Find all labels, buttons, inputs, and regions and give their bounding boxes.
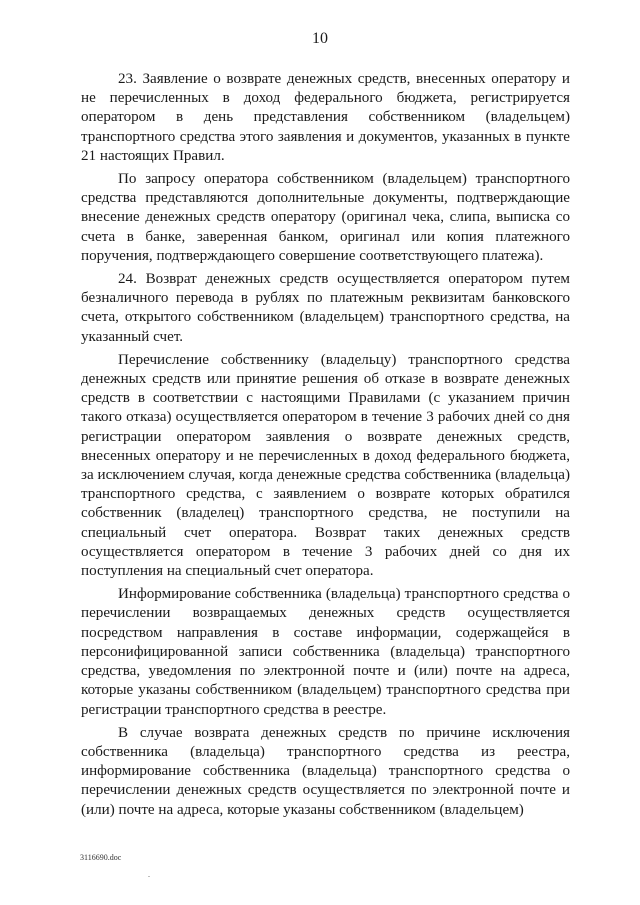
paragraph-24: 24. Возврат денежных средств осуществляется оператором путем безналичного перевода в рублях по платежным реквизитам банковского счета, открытого собственником (владельцем) транспортного средства, на указанный счет. bbox=[81, 271, 570, 345]
paragraph-registry-exclusion: В случае возврата денежных средств по причине исключения собственника (владельца) транспортного средства из реестра, информирование собственника (владельца) транспортного средства о перечислении денежных средств осуществляется по электронной почте и (или) почте на адреса, которые указаны собственником (владельцем) bbox=[81, 724, 570, 818]
footer-mark: . bbox=[148, 870, 150, 879]
paragraph-informing-owner: Информирование собственника (владельца) транспортного средства о перечислении возвращаемых денежных средств осуществляется посредством направления в составе информации, содержащейся в персонифицированной записи собственника (владельца) транспортного средства, уведомления по электронной почте и (или) почте на адреса, которые указаны собственником (владельцем) транспортного средства при регистрации транспортного средства в реестре. bbox=[81, 586, 570, 718]
paragraph-transfer-terms: Перечисление собственнику (владельцу) транспортного средства денежных средств или принятие решения об отказе в возврате денежных средств в соответствии с настоящими Правилами (с указанием причин такого отказа) осуществляется оператором в течение 3 рабочих дней со дня регистрации оператором заявления о возврате денежных средств, внесенных оператору и не перечисленных в доход федерального бюджета, за исключением случая, когда денежные средства собственника (владельца) транспортного средства, с заявлением о возврате которых обратился собственник (владелец) транспортного средства, не поступили на специальный счет оператора. Возврат таких денежных средств осуществляется оператором в течение 3 рабочих дней со дня их поступления на специальный счет оператора. bbox=[81, 351, 570, 580]
page-number: 10 bbox=[312, 30, 328, 47]
document-body bbox=[81, 70, 570, 824]
paragraph-additional-documents: По запросу оператора собственником (владельцем) транспортного средства представляются дополнительные документы, подтверждающие внесение денежных средств оператору (оригинал чека, слипа, выписка со счета в банке, заверенная банком, оригинал или копия платежного поручения, подтверждающего совершение соответствующего платежа). bbox=[81, 171, 570, 264]
paragraph-23: 23. Заявление о возврате денежных средств, внесенных оператору и не перечисленных в доход федерального бюджета, регистрируется оператором в день представления собственником (владельцем) транспортного средства этого заявления и документов, указанных в пункте 21 настоящих Правил. bbox=[81, 71, 570, 164]
document-file-code: 3116690.doc bbox=[80, 853, 122, 862]
